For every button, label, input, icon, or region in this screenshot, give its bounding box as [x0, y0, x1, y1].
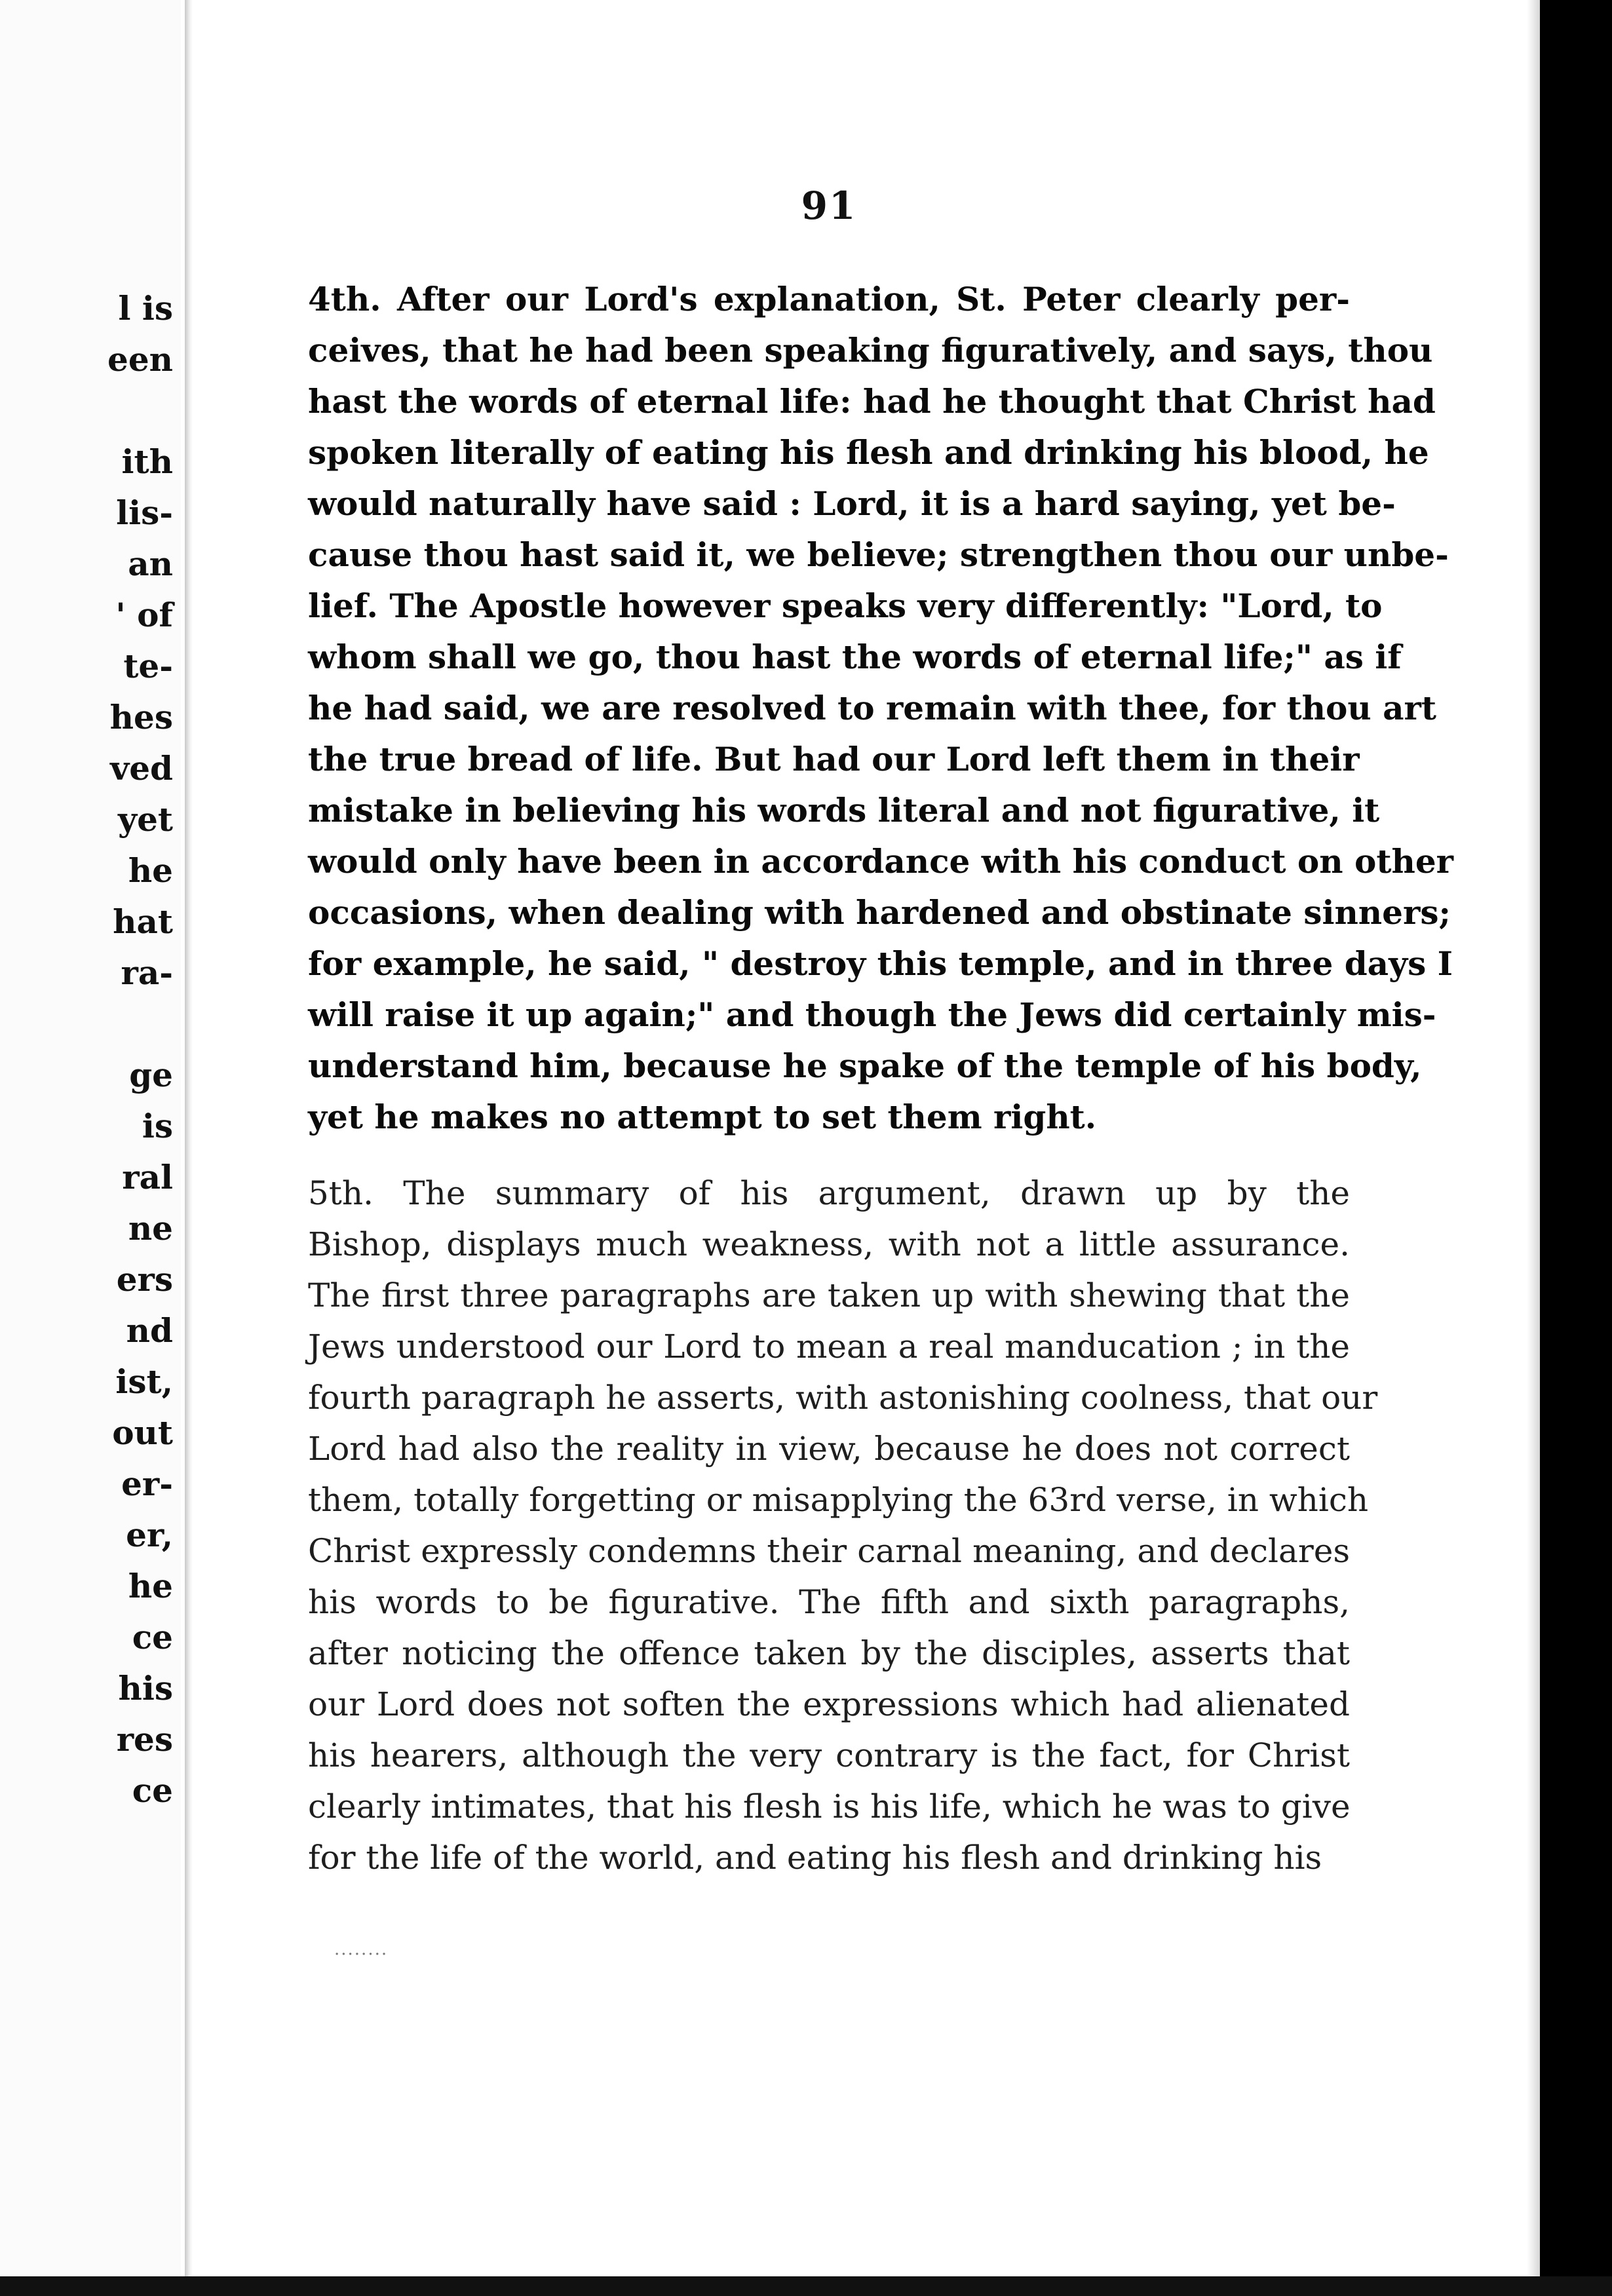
text-line: The first three paragraphs are taken up with shewing that the [308, 1276, 1350, 1314]
text-line: for example, he said, " destroy this temple, and in three days I [308, 944, 1453, 983]
left-facing-page [0, 0, 181, 2296]
text-line: Jews understood our Lord to mean a real manducation ; in the [308, 1328, 1350, 1366]
left-page-fragment: een [107, 340, 173, 379]
footer-mark: ........ [334, 1940, 389, 1959]
left-page-fragment: an [128, 545, 173, 583]
left-page-fragment [107, 999, 173, 1050]
left-page-fragment: yet [118, 800, 173, 839]
paragraph-5th [308, 1168, 1378, 1883]
text-line: the true bread of life. But had our Lord left them in their [308, 740, 1360, 778]
text-line: yet he makes no attempt to set them right. [308, 1098, 1097, 1136]
left-page-fragment: ith [121, 442, 173, 481]
left-page-fragment: ce [132, 1771, 173, 1810]
left-page-fragment [107, 385, 173, 436]
text-line: after noticing the offence taken by the disciples, asserts that [308, 1634, 1350, 1672]
scan-border-bottom [0, 2276, 1612, 2296]
text-line: hast the words of eternal life: had he thought that Christ had [308, 382, 1436, 421]
left-page-fragment: is [142, 1107, 173, 1145]
left-page-fragment: lis- [116, 493, 173, 532]
book-page [308, 183, 1453, 1908]
text-line: clearly intimates, that his flesh is his life, which he was to give [308, 1788, 1351, 1826]
left-page-text-fragments [107, 283, 173, 1816]
text-line: understand him, because he spake of the temple of his body, [308, 1046, 1422, 1085]
left-page-fragment: hes [109, 698, 173, 737]
left-page-fragment: ge [129, 1056, 173, 1094]
text-line: will raise it up again;" and though the Jews did certainly mis- [308, 995, 1436, 1034]
left-page-fragment: out [112, 1413, 173, 1452]
text-line: ceives, that he had been speaking figuratively, and says, thou [308, 331, 1433, 370]
text-line: for the life of the world, and eating his flesh and drinking his [308, 1839, 1322, 1877]
page-edge-shadow [1527, 0, 1540, 2296]
left-page-fragment: res [116, 1720, 173, 1759]
left-page-fragment: his [118, 1669, 173, 1708]
left-page-fragment: er- [121, 1464, 173, 1503]
text-line: would only have been in accordance with his conduct on other [308, 842, 1453, 881]
text-line: his hearers, although the very contrary is the fact, for Christ [308, 1736, 1350, 1774]
left-page-fragment: ist, [115, 1362, 173, 1401]
text-line: Christ expressly condemns their carnal meaning, and declares [308, 1532, 1350, 1570]
left-page-fragment: ne [128, 1209, 173, 1248]
left-page-fragment: nd [126, 1311, 173, 1350]
book-gutter [185, 0, 193, 2296]
left-page-fragment: he [128, 851, 173, 890]
text-line: his words to be figurative. The fifth and sixth paragraphs, [308, 1583, 1350, 1621]
text-line: whom shall we go, thou hast the words of eternal life;" as if [308, 638, 1402, 676]
text-line: would naturally have said : Lord, it is a hard saying, yet be- [308, 484, 1396, 523]
text-line: occasions, when dealing with hardened and obstinate sinners; [308, 893, 1451, 932]
left-page-fragment: ' of [115, 596, 173, 634]
text-line: he had said, we are resolved to remain with thee, for thou art [308, 689, 1436, 727]
paragraph-4th [308, 274, 1453, 1143]
left-page-fragment: ved [110, 749, 173, 788]
left-page-fragment: ce [132, 1618, 173, 1656]
text-line: lief. The Apostle however speaks very differently: "Lord, to [308, 586, 1383, 625]
left-page-fragment: er, [126, 1516, 173, 1554]
text-line: spoken literally of eating his flesh and drinking his blood, he [308, 433, 1429, 472]
text-line: Bishop, displays much weakness, with not a little assurance. [308, 1225, 1350, 1263]
text-line: cause thou hast said it, we believe; strengthen thou our unbe- [308, 535, 1449, 574]
left-page-fragment: l is [118, 289, 173, 328]
left-page-fragment: te- [123, 647, 173, 685]
text-line: Lord had also the reality in view, because he does not correct [308, 1430, 1350, 1468]
scan-border-right [1540, 0, 1612, 2296]
page-number: 91 [801, 183, 857, 228]
left-page-fragment: he [128, 1567, 173, 1605]
left-page-fragment: ers [116, 1260, 173, 1299]
text-line: our Lord does not soften the expressions which had alienated [308, 1685, 1350, 1723]
text-line: 4th. After our Lord's explanation, St. Peter clearly per- [308, 280, 1350, 318]
left-page-fragment: ra- [121, 953, 173, 992]
text-line: them, totally forgetting or misapplying the 63rd verse, in which [308, 1481, 1369, 1519]
text-line: 5th. The summary of his argument, drawn up by the [308, 1174, 1350, 1212]
text-line: mistake in believing his words literal and not figurative, it [308, 791, 1380, 830]
left-page-fragment: ral [122, 1158, 173, 1196]
left-page-fragment: hat [113, 902, 173, 941]
text-line: fourth paragraph he asserts, with astonishing coolness, that our [308, 1379, 1378, 1417]
